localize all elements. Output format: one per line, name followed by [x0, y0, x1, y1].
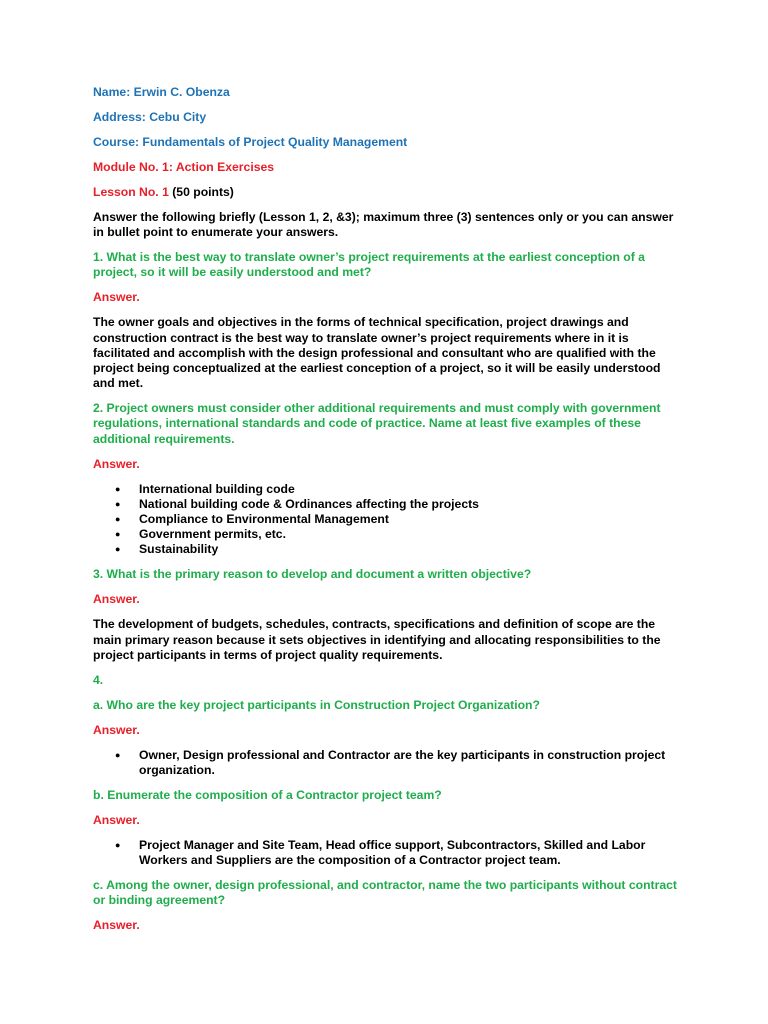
- bullet-icon: ●: [115, 544, 121, 555]
- answer-3: The development of budgets, schedules, contracts, specifications and definition of scope are the main primary reason because it sets objectives in identifying and allocating responsibilities to the project participants in terms of project quality requirements.: [93, 617, 661, 662]
- lesson-line: [93, 185, 678, 200]
- module-title: Module No. 1: Action Exercises: [93, 160, 275, 174]
- lesson-label: Lesson No. 1: [93, 185, 169, 199]
- list-item: ● National building code & Ordinances affecting the projects: [115, 496, 479, 511]
- question-1: 1. What is the best way to translate owner’s project requirements at the earliest conception of a project, so it will be easily understood and met?: [93, 250, 645, 280]
- bullet-icon: ●: [115, 498, 121, 509]
- answer-label-4a: Answer.: [93, 722, 140, 737]
- bullet-icon: ●: [115, 483, 121, 494]
- bullet-icon: ●: [115, 749, 121, 760]
- list-item: ● International building code: [115, 481, 295, 496]
- list-item: ● Sustainability: [115, 542, 219, 557]
- answer-label-4c: Answer.: [93, 918, 140, 933]
- bullet-icon: ●: [115, 529, 121, 540]
- instructions: Answer the following briefly (Lesson 1, 2, &3); maximum three (3) sentences only or you can answer in bullet point to enumerate your answers.: [93, 210, 674, 240]
- question-4a: a. Who are the key project participants in Construction Project Organization?: [93, 697, 540, 712]
- list-item: ● Government permits, etc.: [115, 527, 286, 542]
- answer-4b-list: [93, 838, 678, 868]
- question-4-number: 4.: [93, 672, 104, 687]
- answer-2-list: [93, 482, 678, 558]
- bullet-icon: ●: [115, 514, 121, 525]
- question-4b: b. Enumerate the composition of a Contractor project team?: [93, 788, 442, 803]
- answer-4a-list: [93, 748, 678, 778]
- answer-label-4b: Answer.: [93, 813, 140, 828]
- list-item: ● Owner, Design professional and Contractor are the key participants in construction project organization.: [115, 747, 666, 778]
- answer-label-1: Answer.: [93, 290, 140, 305]
- student-address: Address: Cebu City: [93, 110, 207, 124]
- lesson-points: (50 points): [168, 185, 234, 199]
- answer-label-3: Answer.: [93, 592, 140, 607]
- course-title: Course: Fundamentals of Project Quality Management: [93, 135, 408, 149]
- bullet-icon: ●: [115, 840, 121, 851]
- student-name: Name: Erwin C. Obenza: [93, 85, 230, 99]
- answer-1: The owner goals and objectives in the forms of technical specification, project drawings and construction contract is the best way to translate owner’s project requirements where in it is facilitated and accomplish with the design professional and consultant who are qualified with the project being conceptualized at the earliest conception of a project, so it will be easily understood and met.: [93, 315, 661, 391]
- question-2: 2. Project owners must consider other additional requirements and must comply with government regulations, international standards and code of practice. Name at least five examples of these additional requirements.: [93, 401, 661, 446]
- answer-label-2: Answer.: [93, 456, 140, 471]
- list-item: ● Compliance to Environmental Management: [115, 512, 389, 527]
- question-3: 3. What is the primary reason to develop and document a written objective?: [93, 567, 532, 582]
- list-item: ● Project Manager and Site Team, Head office support, Subcontractors, Skilled and Labor Workers and Suppliers are the composition of a Contractor project team.: [115, 838, 646, 868]
- question-4c: c. Among the owner, design professional, and contractor, name the two participants without contract or binding agreement?: [93, 878, 677, 908]
